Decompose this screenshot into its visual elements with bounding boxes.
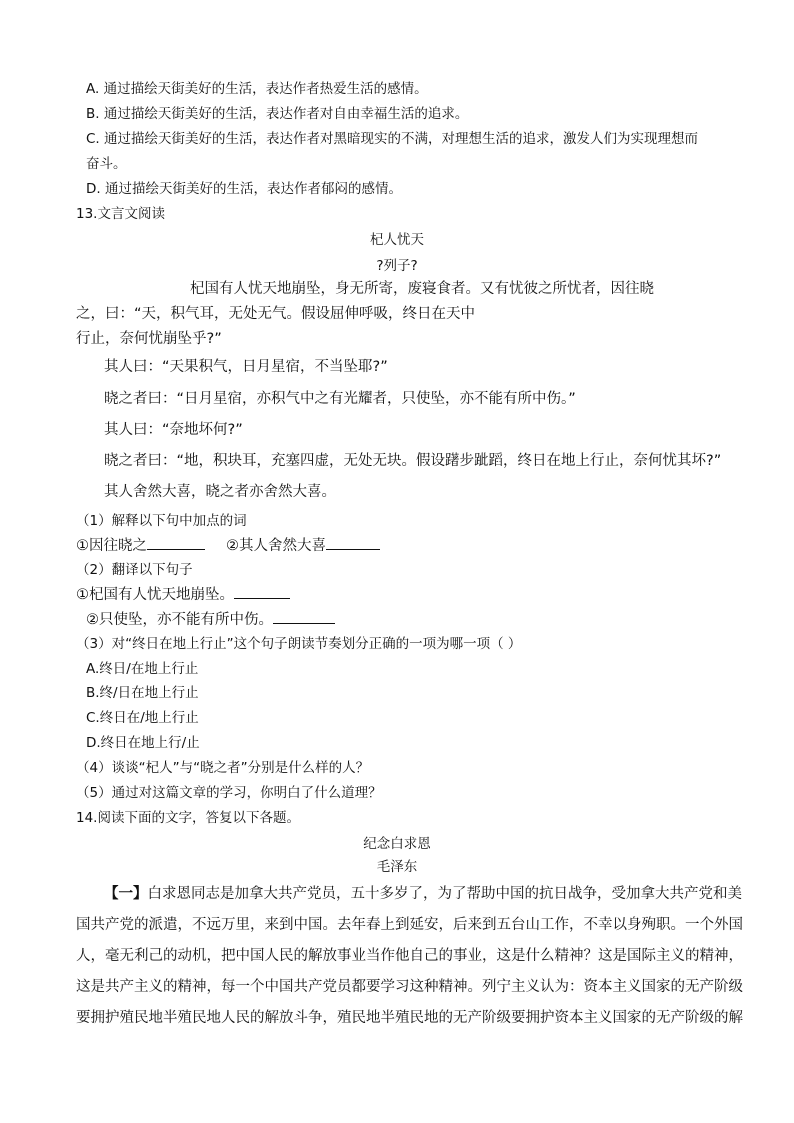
option-c-continuation: 奋斗。 — [86, 156, 127, 172]
passage-title: 杞人忧天 — [370, 232, 424, 248]
essay-line: 这是共产主义的精神，每一个中国共产党员都要学习这种精神。列宁主义认为：资本主义国家的无产阶级 — [76, 979, 743, 995]
essay-author: 毛泽东 — [376, 859, 418, 875]
sub1-item2-text: ②其人舍然大喜 — [226, 538, 326, 554]
section-label: 【一】 — [104, 886, 148, 902]
answer-blank[interactable] — [326, 535, 380, 550]
option-c: C. 通过描绘天街美好的生活，表达作者对黑暗现实的不满，对理想生活的追求，激发人们为实现理想而 — [86, 131, 699, 147]
essay-line-text: 白求恩同志是加拿大共产党员，五十多岁了，为了帮助中国的抗日战争，受加拿大共产党和美 — [147, 886, 742, 902]
sub2-item1-text: ①杞国有人忧天地崩坠。 — [76, 587, 234, 603]
essay-line: 要拥护殖民地半殖民地人民的解放斗争，殖民地半殖民地的无产阶级要拥护资本主义国家的无产阶级的解 — [76, 1010, 743, 1026]
passage-line: 晓之者曰：“日月星宿，亦积气中之有光耀者，只使坠，亦不能有所中伤。” — [104, 391, 576, 407]
sub-question-4: （4）谈谈“杞人”与“晓之者”分别是什么样的人？ — [76, 760, 370, 776]
sub-question-5: （5）通过对这篇文章的学习，你明白了什么道理？ — [76, 785, 382, 801]
passage-line: 行止，奈何忧崩坠乎?” — [76, 331, 222, 347]
passage-line: 其人曰：“天果积气，日月星宿，不当坠耶?” — [104, 359, 388, 375]
question-14-heading: 14.阅读下面的文字，答复以下各题。 — [76, 810, 300, 826]
sub1-item1-text: ①因往晓之 — [76, 538, 147, 554]
passage-author: ?列子? — [376, 258, 418, 274]
essay-line: 国共产党的派遣，不远万里，来到中国。去年春上到延安，后来到五台山工作，不幸以身殉职。一个外国 — [76, 917, 743, 933]
option-d: D. 通过描绘天街美好的生活，表达作者郁闷的感情。 — [86, 181, 402, 197]
sub-question-1-item-2 — [226, 535, 380, 556]
option-b: B. 通过描绘天街美好的生活，表达作者对自由幸福生活的追求。 — [86, 106, 469, 122]
passage-line: 晓之者曰：“地，积块耳，充塞四虚，无处无块。假设躇步跐蹈，终日在地上行止，奈何忧其坏?” — [104, 453, 722, 469]
sub-question-2-item-1 — [76, 584, 290, 605]
sub2-item2-text: ②只使坠，亦不能有所中伤。 — [86, 612, 273, 628]
sub-question-1-item-1 — [76, 535, 205, 556]
sub-question-2: （2）翻译以下句子 — [76, 562, 193, 578]
sub-question-3-option-c: C.终日在/地上行止 — [86, 710, 199, 726]
sub-question-2-item-2 — [86, 609, 335, 630]
option-a: A. 通过描绘天街美好的生活，表达作者热爱生活的感情。 — [86, 81, 428, 97]
sub-question-1: （1）解释以下句中加点的词 — [76, 513, 247, 529]
passage-line: 之，曰：“天，积气耳，无处无气。假设屈伸呼吸，终日在天中 — [76, 306, 476, 322]
answer-blank[interactable] — [234, 584, 290, 599]
essay-line: 人，毫无利己的动机，把中国人民的解放事业当作他自己的事业，这是什么精神？这是国际主义的精神， — [76, 948, 743, 964]
sub-question-3: （3）对“终日在地上行止”这个句子朗读节奏划分正确的一项为哪一项（ ） — [76, 636, 522, 652]
passage-line: 其人曰：“奈地坏何?” — [104, 422, 243, 438]
sub-question-3-option-a: A.终日/在地上行止 — [86, 661, 199, 677]
sub-question-3-option-d: D.终日在地上行/止 — [86, 735, 200, 751]
passage-line: 杞国有人忧天地崩坠，身无所寄，废寝食者。又有忧彼之所忧者，因往晓 — [190, 281, 654, 297]
essay-line — [104, 884, 742, 904]
sub-question-3-option-b: B.终/日在地上行止 — [86, 685, 199, 701]
answer-blank[interactable] — [147, 535, 205, 550]
question-13-heading: 13.文言文阅读 — [76, 206, 165, 222]
answer-blank[interactable] — [273, 609, 335, 624]
essay-title: 纪念白求恩 — [363, 836, 431, 852]
passage-line: 其人舍然大喜，晓之者亦舍然大喜。 — [104, 484, 336, 500]
